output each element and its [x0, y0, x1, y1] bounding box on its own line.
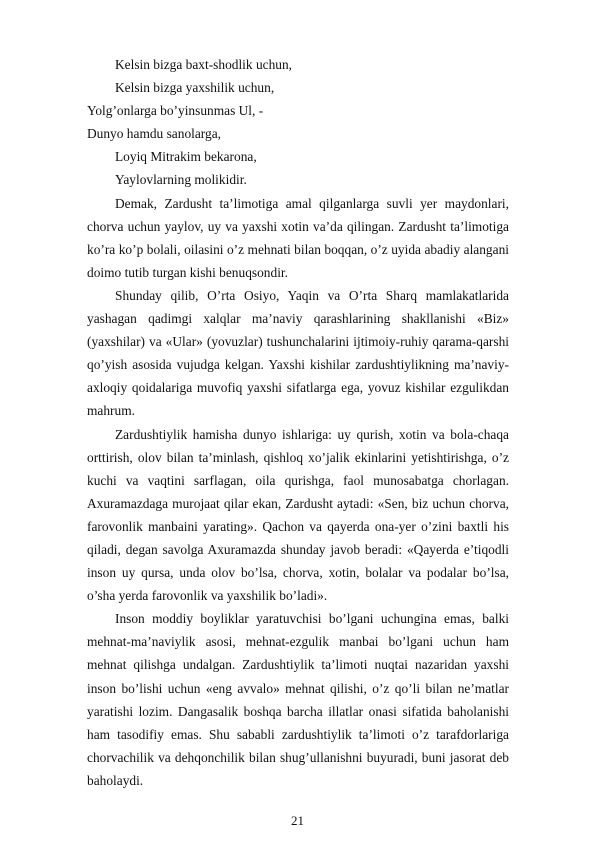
- poem-line: Dunyo hamdu sanolarga,: [87, 126, 222, 142]
- poem-line: Kelsin bizga baxt-shodlik uchun,: [115, 57, 293, 72]
- paragraph: Inson moddiy boyliklar yaratuvchisi bo’lgani uchungina emas, balki mehnat-ma’naviylik asosi, mehnat-ezgulik manbai bo’lgani uchun ham mehnat qilishga undalgan. Zardushtiylik ta’limoti nuqtai nazaridan yaxshi inson bo’lishi uchun «eng avvalo» mehnat qilishi, o’z qo’li bilan ne’matlar yaratishi lozim. Dangasalik boshqa barcha illatlar onasi sifatida baholanishi ham tasodifiy emas. Shu sababli zardushtiylik ta’limoti o’z tarafdorlariga chorvachilik va dehqonchilik bilan shug’ullanishni buyuradi, buni jasorat deb baholaydi.: [87, 611, 509, 788]
- page-number: 21: [291, 813, 304, 828]
- document-body: [87, 53, 509, 792]
- poem-line: Loyiq Mitrakim bekarona,: [115, 149, 257, 165]
- paragraph: Zardushtiylik hamisha dunyo ishlariga: uy qurish, xotin va bola-chaqa orttirish, olov bilan ta’minlash, qishloq xo’jalik ekinlarini yetishtirishga, o’z kuchi va vaqtini sarflagan, oila qurishga, faol munosabatga chorlagan. Axuramazdaga murojaat qilar ekan, Zardusht aytadi: «Sen, biz uchun chorva, farovonlik manbaini yarating». Qachon va qayerda ona-yer o’zini baxtli his qiladi, degan savolga Axuramazda shunday javob beradi: «Qayerda e’tiqodli inson uy qursa, unda olov bo’lsa, chorva, xotin, bolalar va podalar bo’lsa, o’sha yerda farovonlik va yaxshilik bo’ladi».: [87, 426, 509, 604]
- paragraph: Demak, Zardusht ta’limotiga amal qilganlarga suvli yer maydonlari, chorva uchun yaylov, uy va yaxshi xotin va’da qilingan. Zardusht ta’limotiga ko’ra ko’p bolali, oilasini o’z mehnati bilan boqqan, o’z uyida abadiy alangani doimo tutib turgan kishi benuqsondir.: [87, 195, 509, 280]
- paragraph: Shunday qilib, O’rta Osiyo, Yaqin va O’rta Sharq mamlakatlarida yashagan qadimgi xalqlar ma’naviy qarashlarining shakllanishi «Biz» (yaxshilar) va «Ular» (yovuzlar) tushunchalarini ijtimoiy-ruhiy qarama-qarshi qo’yish asosida vujudga kelgan. Yaxshi kishilar zardushtiylikning ma’naviy-axloqiy qoidalariga muvofiq yaxshi sifatlarga ega, yovuz kishilar ezgulikdan mahrum.: [87, 287, 509, 419]
- poem-line: Yaylovlarning molikidir.: [115, 172, 247, 188]
- poem-line: Yolg’onlarga bo’yinsunmas Ul, -: [87, 103, 264, 119]
- poem-line: Kelsin bizga yaxshilik uchun,: [115, 80, 275, 96]
